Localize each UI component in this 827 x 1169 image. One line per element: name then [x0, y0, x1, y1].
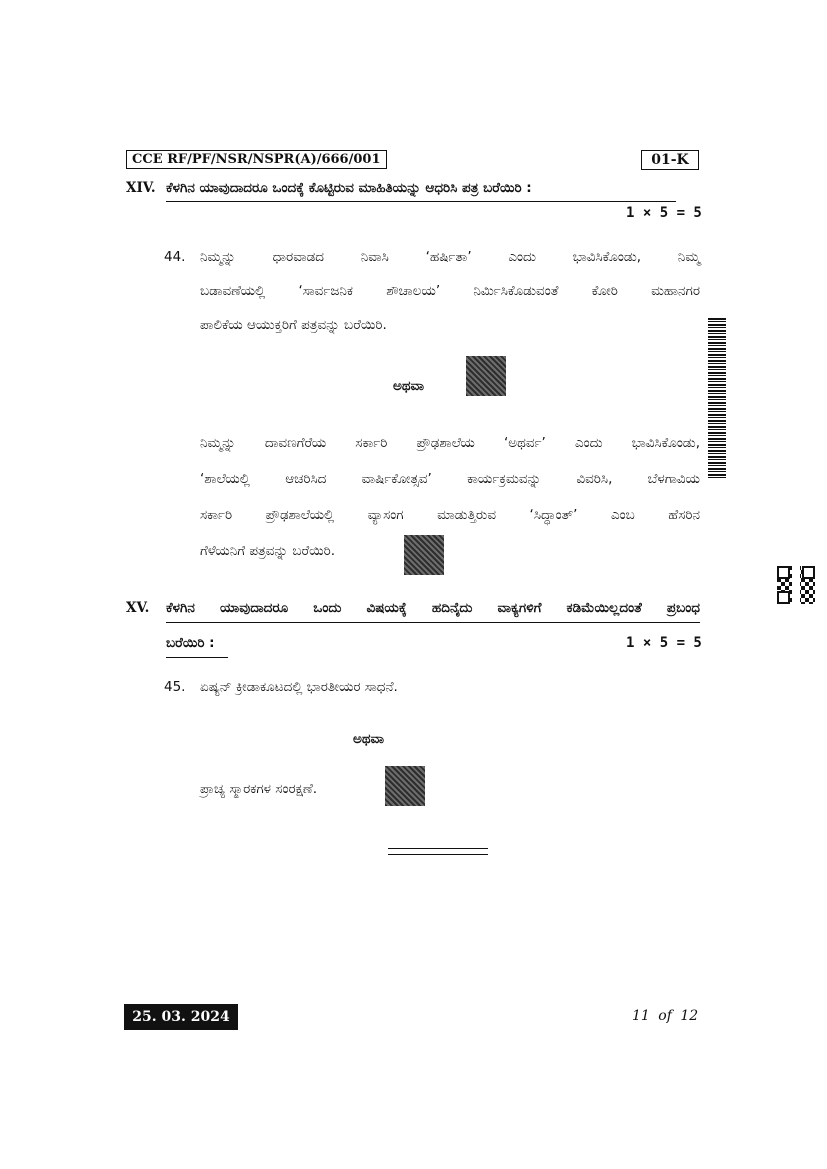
exam-date: 25. 03. 2024	[124, 1004, 238, 1030]
section-xiv-underline	[166, 201, 676, 202]
section-xv-underline-1	[166, 622, 700, 623]
or-label-xiv: ಅಥವಾ	[393, 378, 425, 394]
or-label-xv: ಅಥವಾ	[353, 731, 385, 747]
question-44-number: 44.	[164, 249, 186, 265]
question-44-alt-line-1: ನಿಮ್ಮನ್ನು ದಾವಣಗೆರೆಯ ಸರ್ಕಾರಿ ಪ್ರೌಢಶಾಲೆಯ ‘ಅಥರ್ವ’ ಎಂದು ಭಾವಿಸಿಕೊಂಡು,	[200, 435, 700, 451]
barcode-strip	[708, 318, 726, 478]
paper-number-box: 01-K	[641, 150, 699, 170]
question-45-number: 45.	[164, 679, 186, 695]
page-number: 11 of 12	[632, 1008, 699, 1024]
question-44-alt-line-4: ಗೆಳೆಯನಿಗೆ ಪತ್ರವನ್ನು ಬರೆಯಿರಿ.	[200, 543, 336, 559]
question-45-alternative: ಪ್ರಾಚ್ಯ ಸ್ಮಾರಕಗಳ ಸಂರಕ್ಷಣೆ.	[200, 781, 318, 797]
question-44-line-1: ನಿಮ್ಮನ್ನು ಧಾರವಾಡದ ನಿವಾಸಿ ‘ಹರ್ಷಿತಾ’ ಎಂದು ಭಾವಿಸಿಕೊಂಡು, ನಿಮ್ಮ	[200, 249, 700, 265]
qr-code-icon	[777, 566, 815, 604]
end-of-section-rule	[388, 848, 488, 855]
security-pattern-image	[466, 356, 506, 396]
question-44-line-2: ಬಡಾವಣೆಯಲ್ಲಿ ‘ಸಾರ್ವಜನಿಕ ಶೌಚಾಲಯ’ ನಿರ್ಮಿಸಿಕೊಡುವಂತೆ ಕೋರಿ ಮಹಾನಗರ	[200, 283, 700, 299]
security-pattern-image	[404, 535, 444, 575]
section-xv-title-line-1: ಕೆಳಗಿನ ಯಾವುದಾದರೂ ಒಂದು ವಿಷಯಕ್ಕೆ ಹದಿನೈದು ವಾಕ್ಯಗಳಿಗೆ ಕಡಿಮೆಯಿಲ್ಲದಂತೆ ಪ್ರಬಂಧ	[166, 600, 700, 616]
paper-code-label: CCE RF/PF/NSR/NSPR(A)/666/001	[126, 150, 387, 169]
question-44-alt-line-2: ‘ಶಾಲೆಯಲ್ಲಿ ಆಚರಿಸಿದ ವಾರ್ಷಿಕೋತ್ಸವ’ ಕಾರ್ಯಕ್ರಮವನ್ನು ವಿವರಿಸಿ, ಬೆಳಗಾವಿಯ	[200, 471, 700, 487]
section-xiv-marks: 1 × 5 = 5	[626, 205, 702, 221]
section-xv-title-line-2: ಬರೆಯಿರಿ :	[166, 635, 215, 651]
section-xiv-number: XIV.	[126, 180, 156, 196]
section-xiv-title: ಕೆಳಗಿನ ಯಾವುದಾದರೂ ಒಂದಕ್ಕೆ ಕೊಟ್ಟಿರುವ ಮಾಹಿತಿಯನ್ನು ಆಧರಿಸಿ ಪತ್ರ ಬರೆಯಿರಿ :	[166, 180, 532, 196]
section-xv-underline-2	[166, 657, 228, 658]
question-44-line-3: ಪಾಲಿಕೆಯ ಆಯುಕ್ತರಿಗೆ ಪತ್ರವನ್ನು ಬರೆಯಿರಿ.	[200, 317, 387, 333]
question-44-alt-line-3: ಸರ್ಕಾರಿ ಪ್ರೌಢಶಾಲೆಯಲ್ಲಿ ವ್ಯಾಸಂಗ ಮಾಡುತ್ತಿರುವ ‘ಸಿದ್ಧಾಂತ್’ ಎಂಬ ಹೆಸರಿನ	[200, 507, 700, 523]
section-xv-marks: 1 × 5 = 5	[626, 635, 702, 651]
security-pattern-image	[385, 766, 425, 806]
section-xv-number: XV.	[126, 600, 150, 616]
question-45-text: ಏಷ್ಯನ್ ಕ್ರೀಡಾಕೂಟದಲ್ಲಿ ಭಾರತೀಯರ ಸಾಧನೆ.	[200, 679, 398, 695]
